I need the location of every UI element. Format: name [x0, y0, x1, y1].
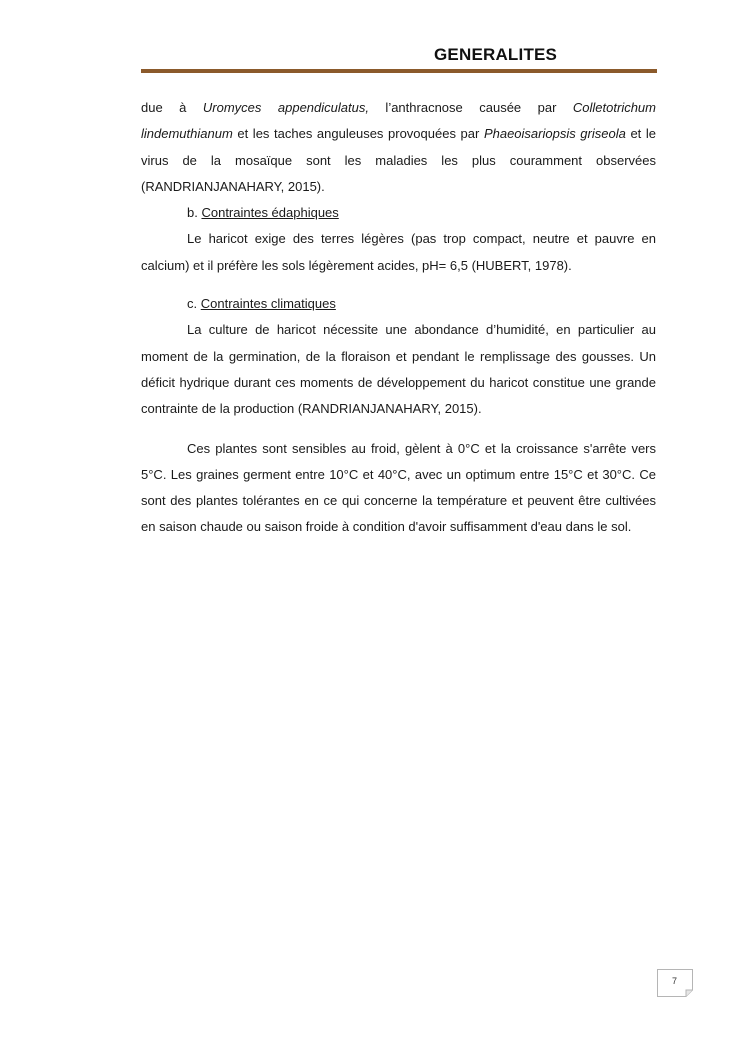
- paragraph-soil: Le haricot exige des terres légères (pas trop compact, neutre et pauvre en calcium) et il préfère les sols légèrement acides, pH= 6,5 (HUBERT, 1978).: [141, 231, 656, 273]
- section-heading-edaphic: [141, 200, 656, 226]
- paragraph-temperature: Ces plantes sont sensibles au froid, gèlent à 0°C et la croissance s'arrête vers 5°C. Les graines germent entre 10°C et 40°C, avec un optimum entre 15°C et 30°C. Ce sont des plantes tolérantes en ce qui concerne la température et peuvent être cultivées en saison chaude ou saison froide à condition d'avoir suffisamment d'eau dans le sol.: [141, 440, 656, 535]
- page-number-text: 7: [672, 976, 678, 986]
- paragraph-humidity: La culture de haricot nécessite une abondance d’humidité, en particulier au moment de la germination, de la floraison et pendant le remplissage des gousses. Un déficit hydrique durant ces moments de développement du haricot constitue une grande contrainte de la production (RANDRIANJANAHARY, 2015).: [141, 322, 656, 417]
- text-run: et le virus de la mosaïque sont les maladies les plus couramment observées (RANDRIANJANAHARY, 2015).: [141, 126, 656, 194]
- paragraph-diseases: [141, 95, 656, 200]
- text-run: due à: [141, 100, 203, 115]
- species-name: Phaeoisariopsis griseola: [483, 126, 626, 142]
- header-divider: [141, 69, 657, 73]
- page-header-title: GENERALITES: [434, 45, 558, 64]
- text-run: et les taches anguleuses provoquées par: [232, 126, 484, 142]
- section-title: Contraintes climatiques: [200, 296, 336, 312]
- section-heading-climatic: [141, 291, 656, 317]
- document-body: [141, 95, 656, 541]
- page-number: [657, 969, 693, 997]
- species-name: Colletotrichum lindemuthianum: [141, 100, 656, 142]
- section-letter: c.: [187, 296, 201, 312]
- section-title: Contraintes édaphiques: [201, 205, 339, 221]
- species-name: Uromyces appendiculatus,: [202, 100, 369, 115]
- text-run: l’anthracnose causée par: [368, 100, 573, 115]
- section-letter: b.: [187, 205, 202, 221]
